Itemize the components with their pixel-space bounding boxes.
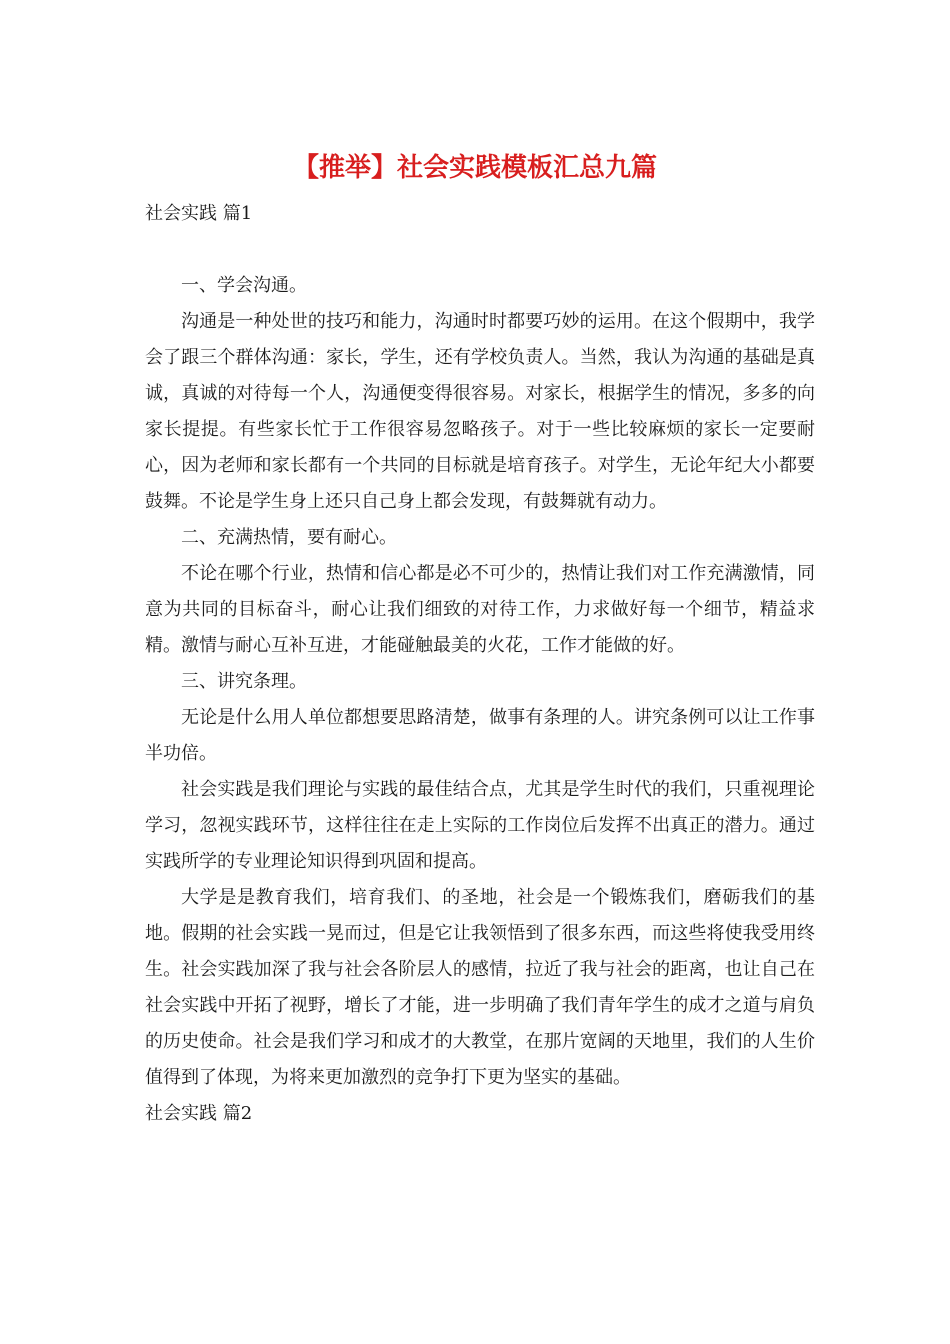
subheading: 三、讲究条理。 (181, 671, 307, 692)
paragraph: 不论在哪个行业，热情和信心都是必不可少的，热情让我们对工作充满激情，同意为共同的目标奋斗，耐心让我们细致的对待工作，力求做好每一个细节，精益求精。激情与耐心互补互进，才能碰触最美的火花，工作才能做的好。 (145, 563, 815, 656)
document-title: 【推举】社会实践模板汇总九篇 (292, 153, 657, 183)
paragraph: 社会实践是我们理论与实践的最佳结合点，尤其是学生时代的我们，只重视理论学习，忽视实践环节，这样往往在走上实际的工作岗位后发挥不出真正的潜力。通过实践所学的专业理论知识得到巩固和提高。 (145, 779, 815, 872)
paragraph: 沟通是一种处世的技巧和能力，沟通时时都要巧妙的运用。在这个假期中，我学会了跟三个群体沟通：家长，学生，还有学校负责人。当然，我认为沟通的基础是真诚，真诚的对待每一个人，沟通便变得很容易。对家长，根据学生的情况，多多的向家长提提。有些家长忙于工作很容易忽略孩子。对于一些比较麻烦的家长一定要耐心，因为老师和家长都有一个共同的目标就是培育孩子。对学生，无论年纪大小都要鼓舞。不论是学生身上还只自己身上都会发现，有鼓舞就有动力。 (145, 311, 815, 512)
subheading: 二、充满热情，要有耐心。 (181, 527, 397, 548)
section-heading: 社会实践 篇1 (145, 203, 253, 224)
section-heading: 社会实践 篇2 (145, 1103, 253, 1124)
blank-line (145, 232, 815, 268)
subheading: 一、学会沟通。 (181, 275, 307, 296)
paragraph: 无论是什么用人单位都想要思路清楚，做事有条理的人。讲究条例可以让工作事半功倍。 (145, 707, 815, 764)
document-body (145, 196, 815, 1132)
paragraph: 大学是是教育我们，培育我们、的圣地，社会是一个锻炼我们，磨砺我们的基地。假期的社会实践一晃而过，但是它让我领悟到了很多东西，而这些将使我受用终生。社会实践加深了我与社会各阶层人的感情，拉近了我与社会的距离，也让自己在社会实践中开拓了视野，增长了才能，进一步明确了我们青年学生的成才之道与肩负的历史使命。社会是我们学习和成才的大教堂，在那片宽阔的天地里，我们的人生价值得到了体现，为将来更加激烈的竞争打下更为坚实的基础。 (145, 887, 815, 1088)
